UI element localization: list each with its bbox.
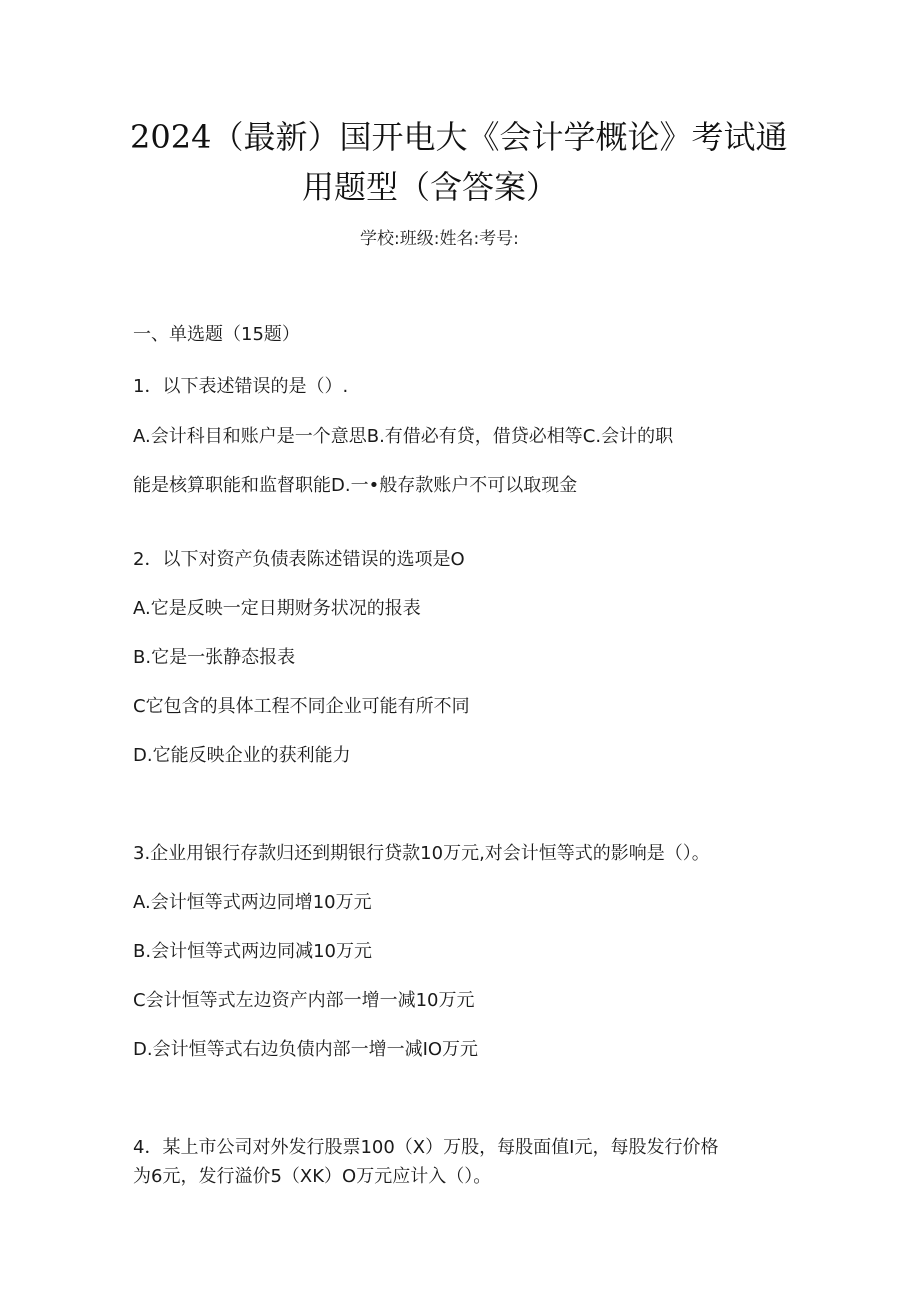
question-3-option-d: D.会计恒等式右边负债内部一增一减IO万元 [133,1039,479,1060]
title-line-1: 2024（最新）国开电大《会计学概论》考试通 [130,118,788,156]
title-line-2: 用题型（含答案） [302,168,559,206]
student-info-line: 学校:班级:姓名:考号: [360,229,519,249]
question-2-stem: 2．以下对资产负债表陈述错误的选项是O [133,549,465,570]
question-1-stem: 1．以下表述错误的是（）. [133,376,349,397]
question-4-stem-line-1: 4．某上市公司对外发行股票100（X）万股，每股面值I元，每股发行价格 [133,1137,719,1158]
question-1-options-line-2: 能是核算职能和监督职能D.一•般存款账户不可以取现金 [133,475,578,496]
question-2-option-d: D.它能反映企业的获利能力 [133,745,351,766]
document-title [120,112,800,212]
question-3-option-c: C会计恒等式左边资产内部一增一减10万元 [133,990,475,1011]
question-2-option-b: B.它是一张静态报表 [133,647,296,668]
question-4-stem-line-2: 为6元，发行溢价5（XK）O万元应计入（）。 [133,1166,492,1187]
question-1-options-line-1: A.会计科目和账户是一个意思B.有借必有贷，借贷必相等C.会计的职 [133,426,674,447]
question-2-option-c: C它包含的具体工程不同企业可能有所不同 [133,696,470,717]
section-heading: 一、单选题（15题） [133,324,300,345]
question-3-option-b: B.会计恒等式两边同减10万元 [133,941,372,962]
question-3-option-a: A.会计恒等式两边同增10万元 [133,892,372,913]
question-3-stem: 3.企业用银行存款归还到期银行贷款10万元,对会计恒等式的影响是（）。 [133,843,710,864]
question-2-option-a: A.它是反映一定日期财务状况的报表 [133,598,421,619]
